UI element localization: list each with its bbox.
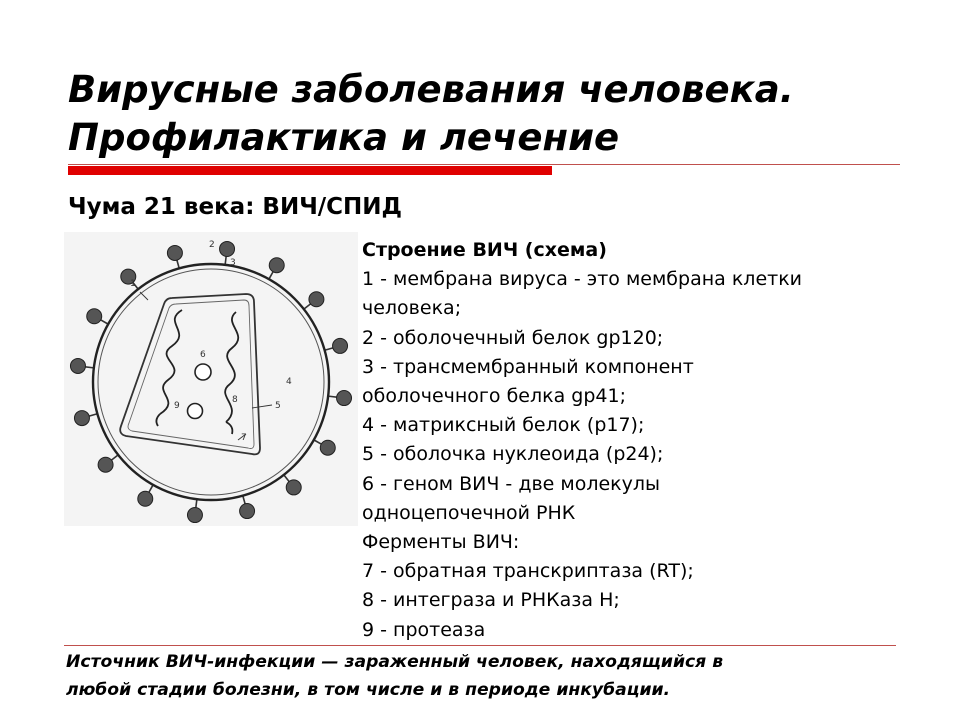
slide-title-line-1: Вирусные заболевания человека. <box>68 68 794 111</box>
spike-knob <box>74 411 89 426</box>
spike-knob <box>286 480 301 495</box>
diagram-label-5: 5 <box>275 401 281 411</box>
spike-knob <box>98 457 113 472</box>
legend-line: 3 - трансмембранный компонент <box>362 355 694 378</box>
diagram-label-4: 4 <box>286 377 292 387</box>
hiv-structure-legend <box>362 236 922 645</box>
legend-line: человека; <box>362 297 462 320</box>
spike-knob <box>337 391 352 406</box>
spike-knob <box>138 491 153 506</box>
spike-knob <box>333 338 348 353</box>
legend-line: 9 - протеаза <box>362 618 486 641</box>
slide-title <box>68 66 928 162</box>
integrase-enzyme <box>195 364 211 380</box>
legend-heading: Строение ВИЧ (схема) <box>362 239 607 261</box>
slide-title-line-2: Профилактика и лечение <box>68 116 620 159</box>
spike-knob <box>309 292 324 307</box>
title-underline-accent <box>68 166 552 175</box>
slide-subtitle: Чума 21 века: ВИЧ/СПИД <box>68 194 403 220</box>
legend-line: 8 - интеграза и РНКаза Н; <box>362 589 620 612</box>
diagram-label-7: 7 <box>241 433 247 443</box>
legend-line: 7 - обратная транскриптаза (RT); <box>362 560 694 583</box>
spike-knob <box>187 508 202 523</box>
spike-knob <box>269 258 284 273</box>
infection-source-note <box>66 648 896 704</box>
footnote-line-2: любой стадии болезни, в том числе и в периоде инкубации. <box>66 680 671 700</box>
footnote-divider <box>64 645 896 646</box>
hiv-structure-diagram <box>64 232 358 526</box>
legend-line: Ферменты ВИЧ: <box>362 531 520 554</box>
legend-line: одноцепочечной РНК <box>362 501 576 524</box>
diagram-label-8: 8 <box>232 395 238 405</box>
diagram-label-9: 9 <box>174 401 180 411</box>
spike-knob <box>70 358 85 373</box>
spike-knob <box>240 504 255 519</box>
diagram-label-6: 6 <box>200 350 206 360</box>
diagram-label-1: 1 <box>130 279 136 289</box>
legend-line: 4 - матриксный белок (р17); <box>362 414 645 437</box>
footnote-line-1: Источник ВИЧ-инфекции — зараженный человек, находящийся в <box>66 652 724 672</box>
legend-line: 2 - оболочечный белок gp120; <box>362 326 664 349</box>
protease-enzyme <box>188 404 203 419</box>
spike-knob <box>167 245 182 260</box>
spike-knob <box>320 440 335 455</box>
spike-knob <box>87 309 102 324</box>
spike-knob <box>220 241 235 256</box>
legend-line: оболочечного белка gp41; <box>362 385 626 408</box>
legend-line: 6 - геном ВИЧ - две молекулы <box>362 472 661 495</box>
diagram-background <box>64 232 358 526</box>
diagram-label-2: 2 <box>209 240 215 250</box>
legend-line: 5 - оболочка нуклеоида (р24); <box>362 443 664 466</box>
hiv-diagram-svg <box>64 232 358 526</box>
title-underline-thin <box>68 164 900 165</box>
legend-line: 1 - мембрана вируса - это мембрана клетки <box>362 268 803 291</box>
diagram-label-3: 3 <box>230 258 236 268</box>
